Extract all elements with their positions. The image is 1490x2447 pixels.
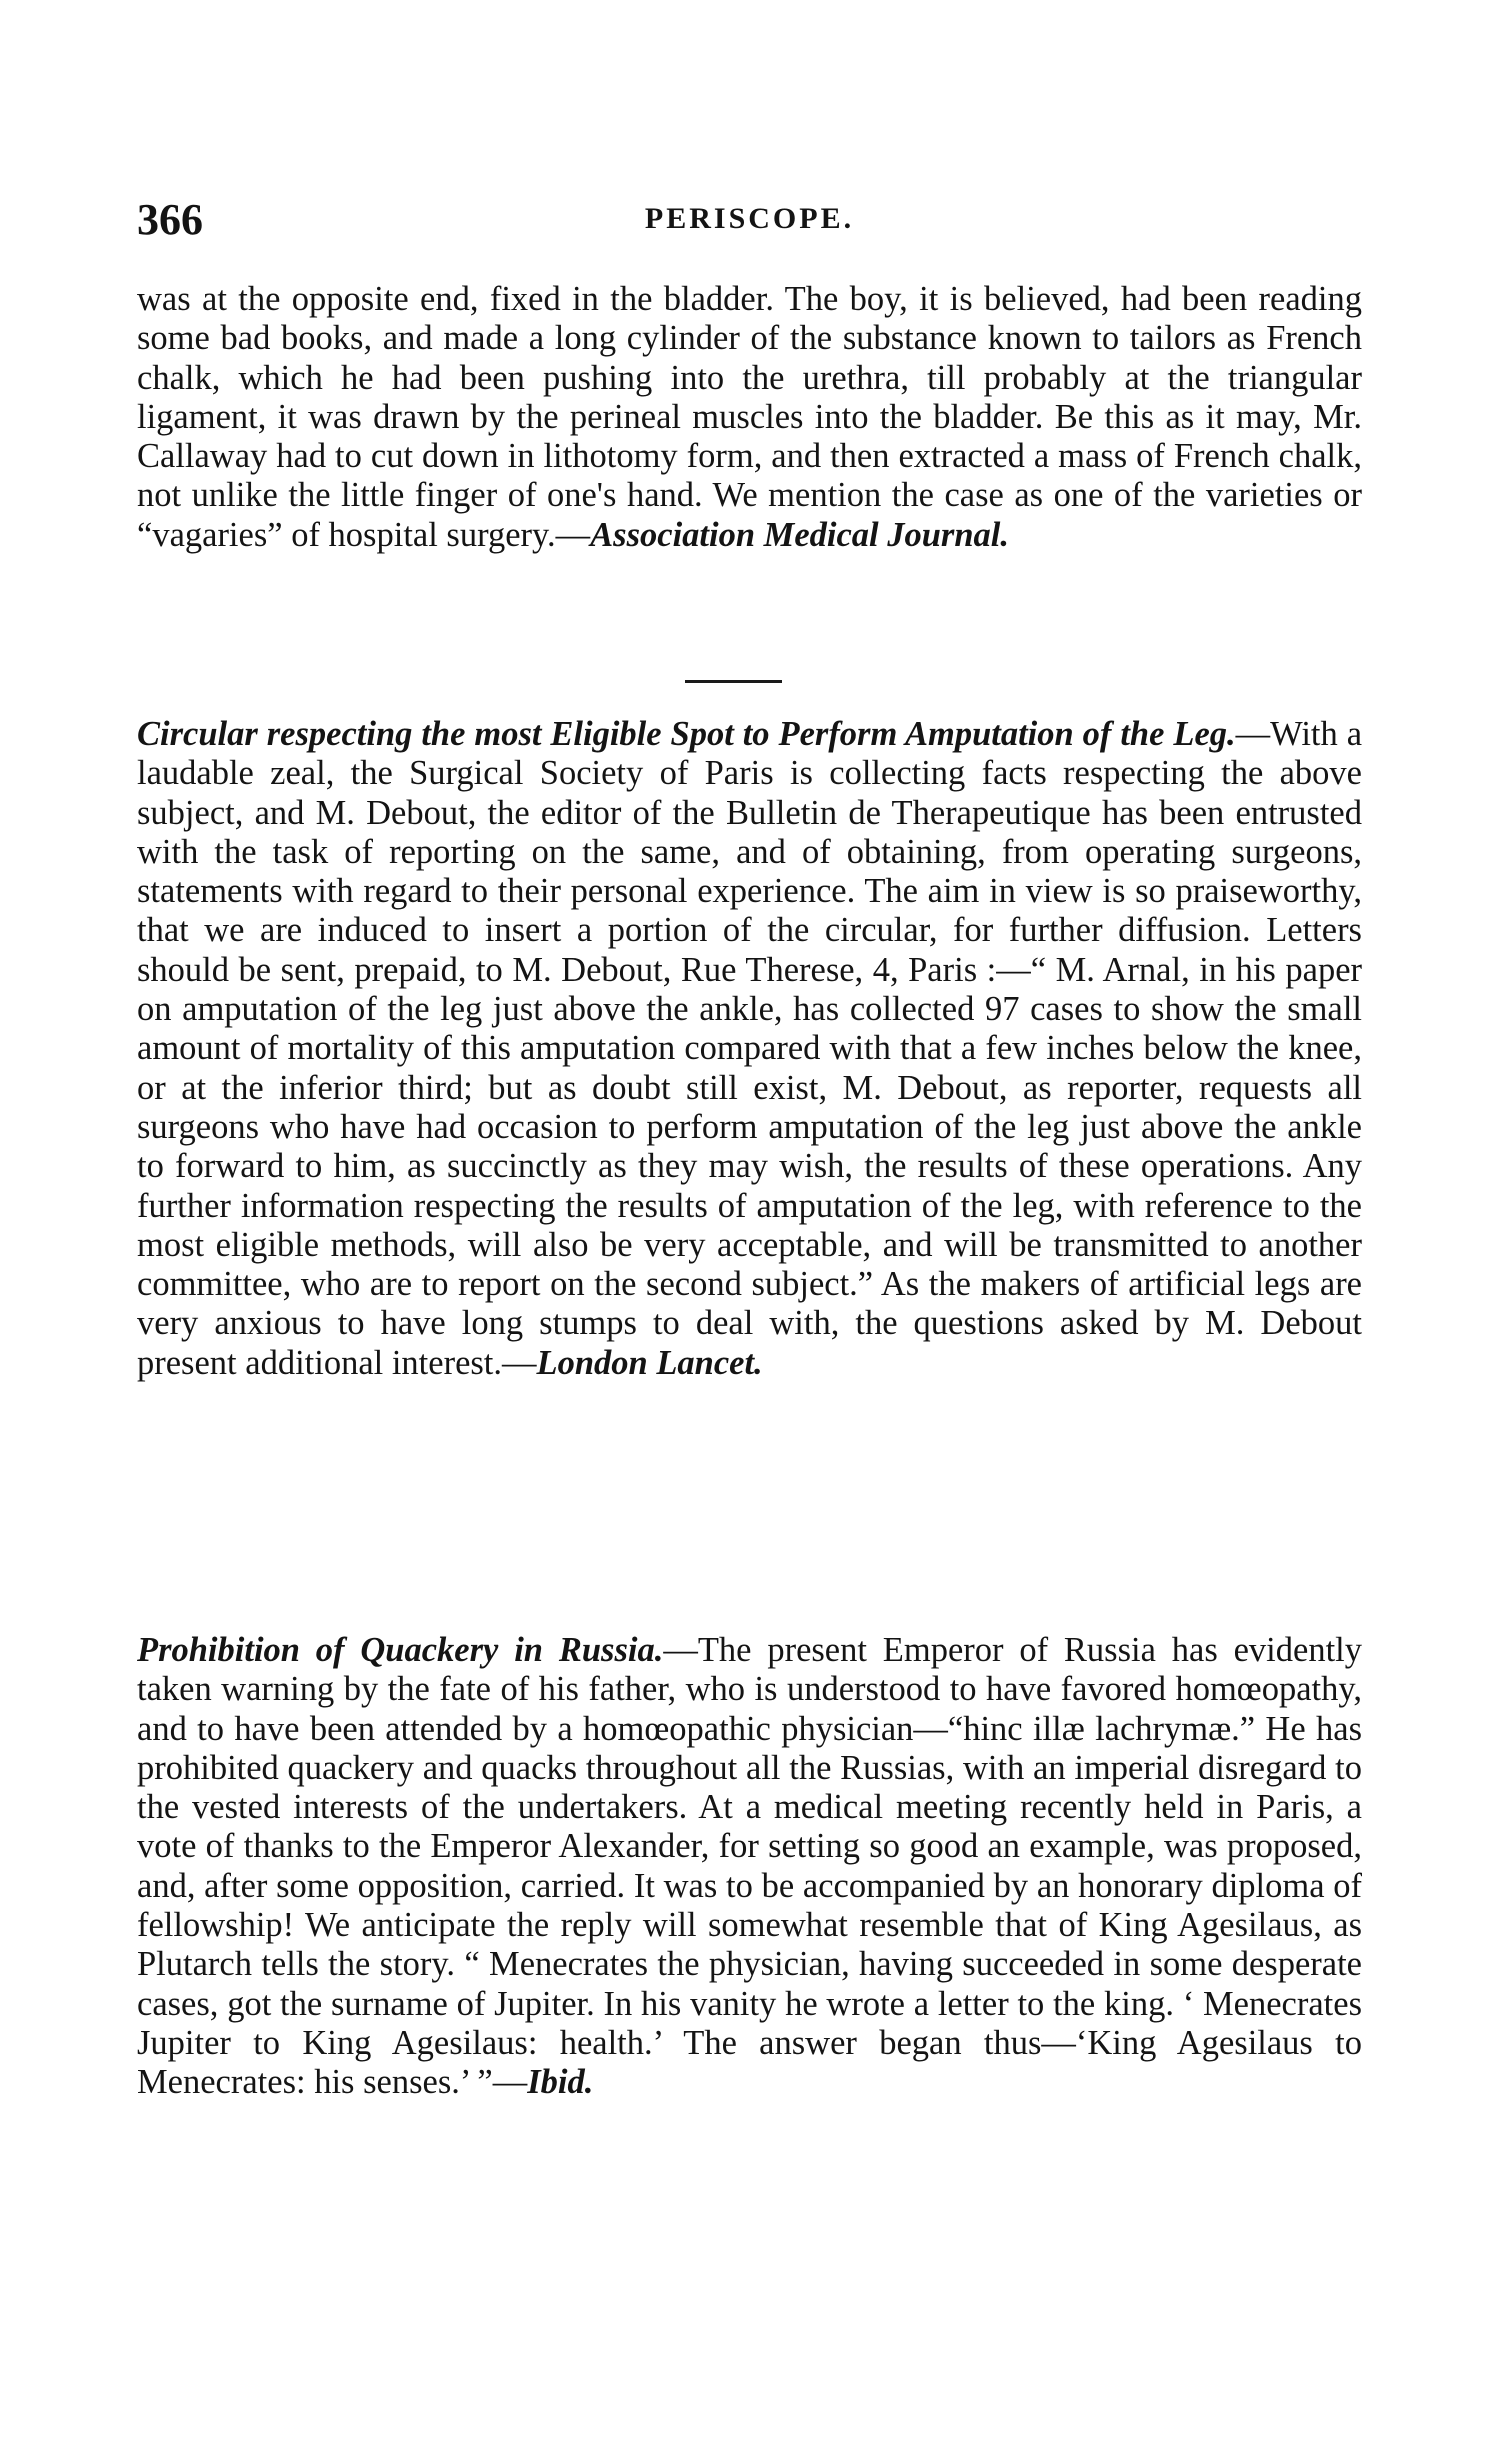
article-title: Circular respecting the most Eligible Spot to Perform Amputation of the Leg. bbox=[137, 715, 1236, 753]
article-body: —With a laudable zeal, the Surgical Society of Paris is collecting facts respecting the above subject, and M. Debout, the editor of the Bulletin de Therapeutique has been entrusted with the task of reporting on the same, and of obtaining, from operating surgeons, statements with regard to their personal experience. The aim in view is so praiseworthy, that we are induced to insert a portion of the circular, for further diffusion. Letters should be sent, prepaid, to M. Debout, Rue Therese, 4, Paris :—“ M. Arnal, in his paper on amputation of the leg just above the ankle, has collected 97 cases to show the small amount of mortality of this amputation compared with that a few inches below the knee, or at the inferior third; but as doubt still exist, M. Debout, as reporter, requests all surgeons who have had occasion to perform amputation of the leg just above the ankle to forward to him, as succinctly as they may wish, the results of these operations. Any further information respecting the results of amputation of the leg, with reference to the most eligible methods, will also be very acceptable, and will be transmitted to another committee, who are to report on the second subject.” As the makers of artificial legs are very anxious to have long stumps to deal with, the questions asked by M. Debout present additional interest.— bbox=[137, 715, 1363, 1382]
article-paragraph bbox=[137, 715, 1362, 1383]
article-paragraph bbox=[137, 1631, 1362, 2103]
article-amputation bbox=[137, 715, 1362, 1383]
article-source: Ibid. bbox=[527, 2063, 594, 2102]
section-divider bbox=[685, 680, 782, 683]
article-quackery bbox=[137, 1631, 1362, 2103]
article-continuation bbox=[137, 280, 1362, 555]
article-body: was at the opposite end, fixed in the bladder. The boy, it is believed, had been reading some bad books, and made a long cylinder of the substance known to tailors as French chalk, which he had been pushing into the urethra, till probably at the triangular ligament, it was drawn by the perineal muscles into the bladder. Be this as it may, Mr. Callaway had to cut down in lithotomy form, and then extracted a mass of French chalk, not unlike the little finger of one's hand. We mention the case as one of the varieties or “vagaries” of hospital surgery.— bbox=[137, 280, 1362, 554]
running-title: PERISCOPE. bbox=[644, 202, 855, 235]
article-source: Association Medical Journal. bbox=[590, 515, 1010, 554]
article-source: London Lancet. bbox=[536, 1343, 763, 1382]
page-header bbox=[137, 188, 1362, 248]
page-number: 366 bbox=[137, 195, 203, 244]
article-title: Prohibition of Quackery in Russia. bbox=[137, 1631, 664, 1669]
article-body: —The present Emperor of Russia has evidently taken warning by the fate of his father, who is understood to have favored homœopathy, and to have been attended by a homœopathic physician—“hinc illæ lachrymæ.” He has prohibited quackery and quacks throughout all the Russias, with an imperial disregard to the vested interests of the undertakers. At a medical meeting recently held in Paris, a vote of thanks to the Emperor Alexander, for setting so good an example, was proposed, and, after some opposition, carried. It was to be accompanied by an honorary diploma of fellowship! We anticipate the reply will somewhat resemble that of King Agesilaus, as Plutarch tells the story. “ Menecrates the physician, having succeeded in some desperate cases, got the surname of Jupiter. In his vanity he wrote a letter to the king. ‘ Menecrates Jupiter to King Agesilaus: health.’ The answer began thus—‘King Agesilaus to Menecrates: his senses.’ ”— bbox=[137, 1631, 1362, 2102]
article-paragraph bbox=[137, 280, 1362, 555]
